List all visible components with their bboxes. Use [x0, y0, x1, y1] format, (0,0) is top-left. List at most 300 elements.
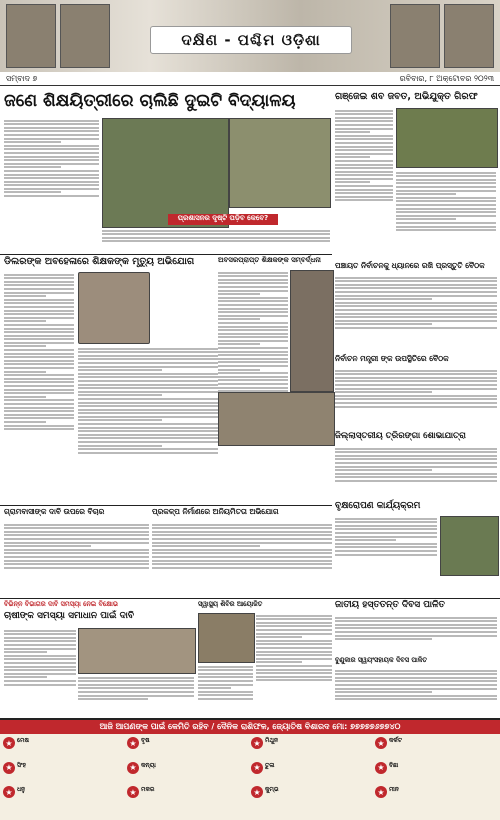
page-bar [0, 72, 500, 86]
text-line [396, 211, 496, 213]
text-line [335, 391, 432, 393]
text-line [78, 405, 218, 407]
text-line [78, 416, 218, 418]
text-line [256, 640, 332, 642]
text-line [335, 476, 497, 478]
text-line [218, 379, 288, 381]
zodiac-icon: ★ [3, 737, 15, 749]
right-top-text [335, 108, 393, 248]
text-line [4, 335, 74, 337]
text-line [4, 331, 74, 333]
text-line [78, 373, 218, 375]
text-line [256, 665, 332, 667]
text-line [218, 365, 288, 367]
text-line [152, 560, 332, 562]
bottom-left-kicker: ବିଭିନ୍ନ ବିଭାଗର ଦାବି ସମସ୍ୟା ନେଇ ବିକ୍ଷୋଭ [4, 600, 119, 608]
text-line [152, 549, 332, 551]
text-line [4, 669, 76, 671]
zodiac-icon: ★ [127, 737, 139, 749]
text-line [4, 356, 74, 358]
text-line [4, 338, 74, 340]
text-line [4, 392, 74, 394]
text-line [4, 640, 76, 642]
text-line [396, 215, 496, 217]
text-line [4, 120, 99, 122]
text-line [335, 466, 497, 468]
text-line [335, 480, 497, 482]
horoscope-sign [251, 762, 373, 785]
text-line [4, 360, 74, 362]
text-line [218, 372, 288, 374]
horoscope-sign-label: କର୍କଟ [389, 737, 403, 744]
right-mid-headline: ପଞ୍ଚାୟତ ନିର୍ବାଚନକୁ ଧ୍ୟାନରେ ରଖି ପ୍ରସ୍ତୁତି ବୈଠକ [335, 261, 485, 270]
text-line [335, 313, 497, 315]
text-line [4, 277, 74, 279]
text-line [335, 635, 497, 637]
bottom-center-text-2 [198, 664, 253, 716]
text-line [198, 680, 253, 682]
text-line [4, 174, 99, 176]
text-line [4, 425, 74, 427]
text-line [256, 636, 302, 638]
text-line [218, 376, 288, 378]
text-line [256, 679, 332, 681]
text-line [256, 669, 332, 671]
text-line [396, 175, 496, 177]
text-line [218, 347, 288, 349]
text-line [78, 677, 194, 679]
left-low-headline: ଗ୍ରାମବାସୀଙ୍କ ଦାବି ଉପରେ ବିଚାର [4, 507, 105, 516]
text-line [78, 358, 218, 360]
page-number: ସମ୍ବାଦ ୭ [6, 73, 38, 83]
text-line [218, 322, 288, 324]
text-line [4, 666, 76, 668]
text-line [4, 145, 99, 147]
text-line [335, 518, 437, 520]
masthead-photo-3 [390, 4, 440, 68]
right-low-headline: ବୃକ୍ଷରୋପଣ କାର୍ଯ୍ୟକ୍ରମ [335, 501, 421, 511]
text-line [218, 343, 260, 345]
text-line [335, 280, 497, 282]
text-line [78, 369, 162, 371]
text-line [256, 676, 332, 678]
text-line [4, 177, 99, 179]
text-line [4, 313, 74, 315]
main-headline: ଜଣେ ଶିକ୍ଷୟିତ୍ରୀରେ ଚାଲିଛି ଦୁଇଟି ବିଦ୍ୟାଳୟ [4, 91, 296, 111]
text-line [4, 166, 61, 168]
text-line [335, 380, 497, 382]
text-line [218, 361, 288, 363]
text-line [218, 369, 260, 371]
text-line [335, 142, 393, 144]
text-line [218, 318, 260, 320]
text-line [102, 237, 330, 239]
text-line [78, 434, 218, 436]
text-line [256, 672, 332, 674]
bottom-left-photo [78, 628, 196, 674]
zodiac-icon: ★ [3, 762, 15, 774]
text-line [4, 417, 74, 419]
text-line [4, 295, 46, 297]
text-line [335, 455, 497, 457]
text-line [335, 160, 393, 162]
text-line [218, 272, 288, 274]
text-line [4, 324, 74, 326]
text-line [335, 406, 497, 408]
text-line [152, 531, 332, 533]
text-line [4, 163, 99, 165]
text-line [256, 651, 332, 653]
text-line [198, 691, 253, 693]
text-line [335, 451, 497, 453]
text-line [396, 208, 496, 210]
text-line [335, 295, 497, 297]
text-line [4, 195, 99, 197]
text-line [256, 661, 302, 663]
text-line [4, 524, 149, 526]
text-line [335, 181, 370, 183]
text-line [335, 128, 393, 130]
text-line [78, 355, 218, 357]
text-line [102, 233, 330, 235]
text-line [218, 279, 288, 281]
text-line [335, 550, 437, 552]
horoscope-sign [127, 737, 249, 760]
text-line [396, 218, 456, 220]
right-bottom2-text [335, 668, 497, 716]
text-line [4, 288, 74, 290]
right-top-photo [396, 108, 498, 168]
text-line [256, 625, 332, 627]
text-line [218, 358, 288, 360]
text-line [4, 676, 47, 678]
text-line [256, 618, 332, 620]
text-line [218, 290, 288, 292]
right-low-photo [440, 516, 499, 576]
zodiac-icon: ★ [251, 737, 263, 749]
horoscope-sign [375, 737, 497, 760]
text-line [256, 633, 332, 635]
text-line [335, 167, 393, 169]
text-line [4, 138, 99, 140]
text-line [218, 311, 288, 313]
page-date: ରବିବାର, ୮ ଅକ୍ଟୋବର ୨୦୨୩ [399, 73, 494, 83]
main-article-text-2 [102, 228, 330, 250]
text-line [4, 428, 74, 430]
bottom-left-text-2 [78, 675, 194, 716]
text-line [335, 302, 497, 304]
text-line [4, 630, 76, 632]
zodiac-icon: ★ [127, 786, 139, 798]
text-line [218, 315, 288, 317]
text-line [152, 527, 332, 529]
horoscope-sign-label: ମକର [141, 786, 155, 794]
bottom-left-headline: ଚାଷୀଙ୍କ ସମସ୍ୟା ସମାଧାନ ପାଇଁ ଦାବି [4, 611, 135, 621]
text-line [396, 190, 496, 192]
text-line [198, 676, 253, 678]
text-line [335, 473, 497, 475]
text-line [4, 545, 91, 547]
right-top-headline: ଗଞ୍ଜେଇ ଶବ ଜବତ, ଅଭିଯୁକ୍ତ ଗିରଫ [335, 91, 478, 102]
horoscope-sign-label: ବିଛା [389, 761, 399, 769]
text-line [218, 340, 288, 342]
text-line [78, 698, 148, 700]
text-line [335, 695, 497, 697]
text-line [78, 362, 218, 364]
text-line [78, 412, 218, 414]
text-line [218, 275, 288, 277]
zodiac-icon: ★ [375, 762, 387, 774]
text-line [218, 293, 260, 295]
section-title: ଦକ୍ଷିଣ - ପଶ୍ଚିମ ଓଡ଼ିଶା [150, 26, 352, 54]
text-line [335, 120, 393, 122]
main-photo-2 [229, 118, 331, 208]
text-line [152, 534, 332, 536]
text-line [4, 556, 149, 558]
text-line [4, 549, 149, 551]
text-line [218, 333, 288, 335]
text-line [4, 320, 46, 322]
text-line [4, 538, 149, 540]
bottom-center-text [256, 613, 332, 716]
text-line [4, 188, 99, 190]
text-line [4, 156, 99, 158]
horoscope-sign-label: ମୀନ [389, 786, 399, 794]
text-line [335, 673, 497, 675]
text-line [335, 373, 497, 375]
text-line [335, 377, 497, 379]
text-line [335, 384, 497, 386]
text-line [335, 528, 437, 530]
main-photo-1 [102, 118, 229, 228]
text-line [256, 654, 332, 656]
divider [0, 254, 332, 255]
text-line [78, 402, 218, 404]
text-line [335, 164, 393, 166]
text-line [4, 159, 99, 161]
text-line [335, 189, 393, 191]
text-line [335, 670, 497, 672]
main-article-text [4, 118, 99, 233]
text-line [396, 226, 496, 228]
text-line [256, 647, 332, 649]
text-line [102, 230, 330, 232]
text-line [335, 124, 393, 126]
horoscope-sign-label: ବୃଷ [141, 737, 150, 744]
text-line [256, 622, 332, 624]
text-line [4, 284, 74, 286]
text-line [335, 284, 497, 286]
horoscope-sign-label: ସିଂହ [17, 761, 26, 769]
zodiac-icon: ★ [375, 786, 387, 798]
text-line [335, 525, 437, 527]
text-line [335, 462, 497, 464]
text-line [335, 327, 497, 329]
masthead-photo-2 [60, 4, 110, 68]
text-line [152, 567, 332, 569]
text-line [335, 323, 432, 325]
text-line [335, 402, 497, 404]
text-line [4, 310, 74, 312]
text-line [335, 185, 393, 187]
text-line [335, 691, 432, 693]
right-mid3-text [335, 446, 497, 500]
center-photo-group [218, 392, 335, 446]
bottom-left-text [4, 628, 76, 716]
text-line [396, 222, 496, 224]
text-line [4, 299, 74, 301]
text-line [4, 274, 74, 276]
text-line [198, 684, 253, 686]
text-line [198, 694, 253, 696]
text-line [4, 407, 74, 409]
text-line [218, 282, 288, 284]
text-line [78, 387, 218, 389]
text-line [78, 441, 218, 443]
text-line [78, 419, 162, 421]
text-line [335, 113, 393, 115]
bottom-center-headline: ସ୍ୱାସ୍ଥ୍ୟ ଶିବିର ଆୟୋଜିତ [198, 600, 263, 608]
text-line [335, 171, 393, 173]
text-line [4, 421, 46, 423]
text-line [4, 342, 74, 344]
text-line [256, 643, 332, 645]
text-line [256, 629, 332, 631]
text-line [335, 677, 497, 679]
text-line [4, 385, 74, 387]
text-line [335, 287, 497, 289]
text-line [4, 563, 149, 565]
zodiac-icon: ★ [251, 786, 263, 798]
text-line [335, 149, 393, 151]
text-line [396, 186, 496, 188]
text-line [4, 644, 76, 646]
text-line [4, 191, 61, 193]
text-line [78, 380, 218, 382]
text-line [4, 184, 99, 186]
left-mid-text [4, 272, 74, 502]
text-line [4, 127, 99, 129]
right-mid-text [335, 275, 497, 353]
horoscope-sign [3, 737, 125, 760]
text-line [4, 414, 74, 416]
text-line [4, 410, 74, 412]
horoscope-sign [127, 786, 249, 809]
horoscope-sign-label: କୁମ୍ଭ [265, 786, 279, 794]
left-mid-headline: ଡିଲରଙ୍କ ଅବହେଳାରେ ଶିକ୍ଷକଙ୍କ ମୃତ୍ୟୁ ଅଭିଯୋଗ [4, 256, 195, 267]
text-line [335, 305, 497, 307]
text-line [4, 363, 74, 365]
text-line [218, 387, 288, 389]
text-line [198, 669, 253, 671]
text-line [396, 200, 496, 202]
text-line [152, 563, 332, 565]
text-line [335, 291, 497, 293]
text-line [218, 354, 288, 356]
text-line [335, 684, 497, 686]
text-line [78, 351, 218, 353]
text-line [78, 427, 218, 429]
text-line [78, 430, 218, 432]
right-bottom-text [335, 615, 497, 655]
text-line [152, 545, 260, 547]
center-mid-headline: ଅବସରପ୍ରାପ୍ତ ଶିକ୍ଷକଙ୍କ ସମ୍ବର୍ଦ୍ଧନା [218, 256, 321, 264]
horoscope-grid [0, 734, 500, 812]
text-line [4, 651, 47, 653]
masthead [0, 0, 500, 72]
text-line [78, 695, 194, 697]
text-line [4, 292, 74, 294]
text-line [335, 117, 393, 119]
text-line [78, 376, 218, 378]
text-line [256, 658, 332, 660]
horoscope-sign-label: ଧନୁ [17, 786, 26, 794]
text-line [335, 698, 497, 700]
text-line [396, 172, 496, 174]
text-line [78, 691, 194, 693]
text-line [335, 156, 370, 158]
text-line [4, 181, 99, 183]
text-line [78, 687, 194, 689]
text-line [78, 391, 218, 393]
text-line [78, 348, 218, 350]
text-line [152, 538, 332, 540]
text-line [335, 178, 393, 180]
horoscope-sign-label: ମେଷ [17, 737, 29, 744]
text-line [396, 197, 496, 199]
text-line [4, 170, 99, 172]
text-line [4, 328, 74, 330]
text-line [198, 666, 253, 668]
text-line [335, 196, 393, 198]
text-line [4, 367, 74, 369]
text-line [4, 349, 74, 351]
text-line [4, 141, 61, 143]
text-line [335, 627, 497, 629]
text-line [335, 277, 497, 279]
text-line [4, 130, 99, 132]
text-line [335, 298, 432, 300]
right-bottom2-headline: ବୁଣୁକାର ସ୍ୱୟଂସହାୟକ ଦିବସ ପାଳିତ [335, 656, 428, 664]
right-mid2-headline: ନିର୍ବାଚନ ମନ୍ତ୍ରୀ ଙ୍କ ଉପସ୍ଥିତିରେ ବୈଠକ [335, 354, 449, 363]
bottom-center-photo [198, 613, 255, 663]
text-line [4, 389, 74, 391]
text-line [198, 687, 231, 689]
text-line [78, 409, 218, 411]
text-line [4, 633, 76, 635]
text-line [335, 546, 437, 548]
text-line [4, 680, 76, 682]
text-line [396, 229, 496, 231]
horoscope-title: ଆଜି ଆପଣଙ୍କ ପାଇଁ କେମିତି ରହିବ / ଦୈନିକ ରାଶିଫଳ, ଜ୍ୟୋତିଷ ବିଶାରଦ ମୋ: ୭୭୭୭୭୬୭୭୪୦ [0, 720, 500, 734]
text-line [218, 336, 288, 338]
text-line [152, 542, 332, 544]
text-line [335, 395, 497, 397]
text-line [335, 199, 393, 201]
text-line [4, 648, 76, 650]
text-line [78, 684, 194, 686]
text-line [335, 543, 437, 545]
text-line [335, 631, 497, 633]
divider [0, 505, 332, 506]
text-line [335, 458, 497, 460]
text-line [4, 637, 76, 639]
horoscope-sign [127, 762, 249, 785]
text-line [198, 698, 253, 700]
text-line [396, 182, 496, 184]
text-line [218, 304, 288, 306]
text-line [335, 146, 393, 148]
